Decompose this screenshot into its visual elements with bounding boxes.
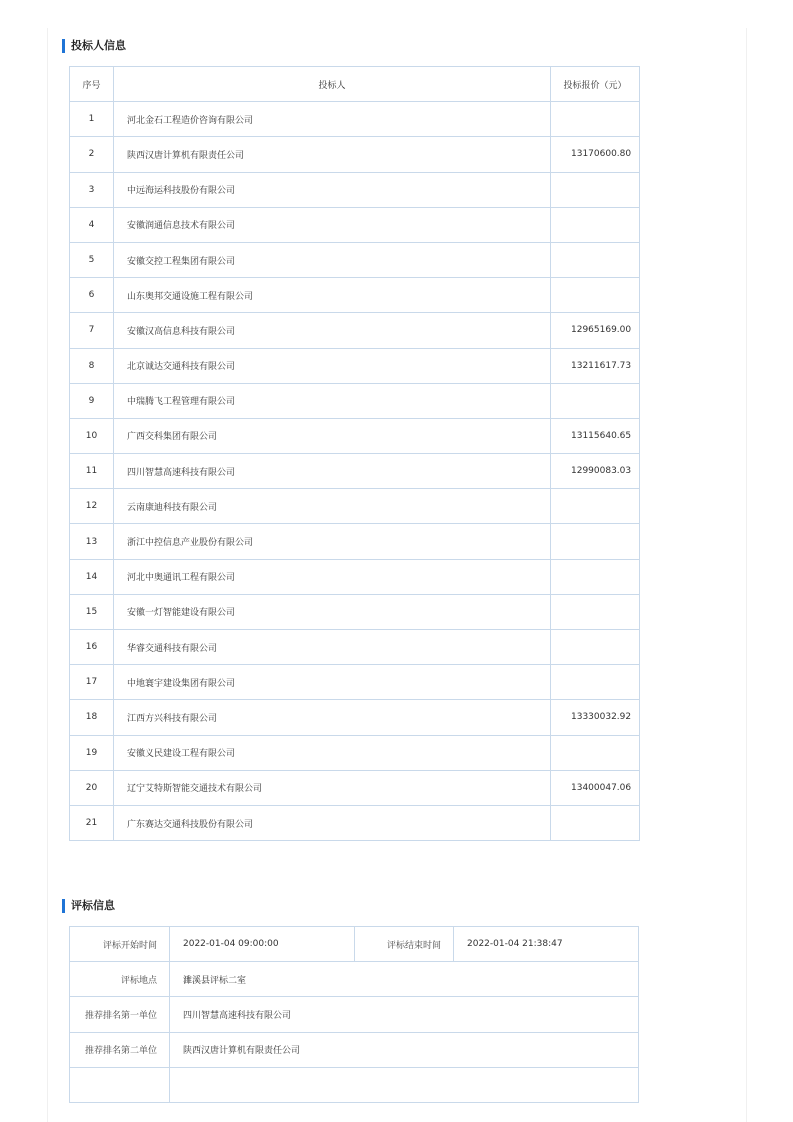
row-bidder-name: 安徽润通信息技术有限公司 [114, 207, 551, 242]
table-row [70, 735, 640, 770]
row-bid-price [551, 805, 640, 840]
row-bidder-name: 浙江中控信息产业股份有限公司 [114, 524, 551, 559]
evaluation-second-row [70, 1032, 639, 1067]
row-index: 21 [70, 805, 114, 840]
row-index: 16 [70, 630, 114, 665]
row-bidder-name: 中远海运科技股份有限公司 [114, 172, 551, 207]
row-bidder-name: 安徽一灯智能建设有限公司 [114, 594, 551, 629]
header-bidder: 投标人 [114, 67, 551, 102]
table-row [70, 559, 640, 594]
second-rank-value: 陕西汉唐计算机有限责任公司 [170, 1032, 639, 1067]
row-bid-price: 12965169.00 [551, 313, 640, 348]
row-index: 1 [70, 102, 114, 137]
end-time-label: 评标结束时间 [355, 927, 454, 962]
evaluation-location-row [70, 962, 639, 997]
row-bidder-name: 河北中奥通讯工程有限公司 [114, 559, 551, 594]
table-row [70, 207, 640, 242]
row-index: 10 [70, 418, 114, 453]
row-bidder-name: 华睿交通科技有限公司 [114, 630, 551, 665]
row-bidder-name: 河北金石工程造价咨询有限公司 [114, 102, 551, 137]
row-bidder-name: 北京诚达交通科技有限公司 [114, 348, 551, 383]
table-row [70, 278, 640, 313]
row-index: 4 [70, 207, 114, 242]
row-bidder-name: 中瑞腾飞工程管理有限公司 [114, 383, 551, 418]
row-index: 17 [70, 665, 114, 700]
row-bid-price [551, 524, 640, 559]
table-row [70, 313, 640, 348]
table-row [70, 489, 640, 524]
table-row [70, 383, 640, 418]
table-row [70, 137, 640, 172]
row-bid-price [551, 594, 640, 629]
table-row [70, 805, 640, 840]
header-index: 序号 [70, 67, 114, 102]
row-bidder-name: 安徽交控工程集团有限公司 [114, 242, 551, 277]
row-bid-price: 13400047.06 [551, 770, 640, 805]
row-bid-price: 13330032.92 [551, 700, 640, 735]
table-row [70, 172, 640, 207]
location-value: 濉溪县评标二室 [170, 962, 639, 997]
row-bidder-name: 安徽汉高信息科技有限公司 [114, 313, 551, 348]
row-bid-price [551, 489, 640, 524]
table-row [70, 630, 640, 665]
end-time-value: 2022-01-04 21:38:47 [454, 927, 639, 962]
row-bidder-name: 安徽义民建设工程有限公司 [114, 735, 551, 770]
start-time-value: 2022-01-04 09:00:00 [170, 927, 355, 962]
first-rank-label: 推荐排名第一单位 [70, 997, 170, 1032]
row-bidder-name: 云南康迪科技有限公司 [114, 489, 551, 524]
header-price: 投标报价（元） [551, 67, 640, 102]
evaluation-third-row [70, 1067, 639, 1102]
row-index: 11 [70, 454, 114, 489]
row-index: 9 [70, 383, 114, 418]
start-time-label: 评标开始时间 [70, 927, 170, 962]
row-index: 14 [70, 559, 114, 594]
row-index: 7 [70, 313, 114, 348]
row-bid-price [551, 665, 640, 700]
evaluation-first-row [70, 997, 639, 1032]
row-index: 3 [70, 172, 114, 207]
second-rank-label: 推荐排名第二单位 [70, 1032, 170, 1067]
table-row [70, 418, 640, 453]
row-index: 12 [70, 489, 114, 524]
row-bid-price [551, 102, 640, 137]
row-bid-price [551, 172, 640, 207]
table-row [70, 242, 640, 277]
row-index: 18 [70, 700, 114, 735]
evaluation-table [69, 926, 639, 1103]
table-row [70, 348, 640, 383]
evaluation-section-title: 评标信息 [62, 899, 115, 913]
table-row [70, 700, 640, 735]
row-bid-price [551, 559, 640, 594]
row-index: 6 [70, 278, 114, 313]
third-rank-label [70, 1067, 170, 1102]
table-row [70, 524, 640, 559]
row-index: 8 [70, 348, 114, 383]
table-row [70, 665, 640, 700]
row-index: 13 [70, 524, 114, 559]
row-bid-price [551, 735, 640, 770]
row-bidder-name: 江西方兴科技有限公司 [114, 700, 551, 735]
row-index: 20 [70, 770, 114, 805]
row-bid-price [551, 630, 640, 665]
row-bid-price: 13170600.80 [551, 137, 640, 172]
row-index: 5 [70, 242, 114, 277]
row-bidder-name: 四川智慧高速科技有限公司 [114, 454, 551, 489]
row-bid-price [551, 278, 640, 313]
row-index: 19 [70, 735, 114, 770]
row-bidder-name: 中地寰宇建设集团有限公司 [114, 665, 551, 700]
table-row [70, 594, 640, 629]
row-index: 2 [70, 137, 114, 172]
table-row [70, 454, 640, 489]
row-bid-price: 12990083.03 [551, 454, 640, 489]
bidders-header-row [70, 67, 640, 102]
row-bid-price: 13211617.73 [551, 348, 640, 383]
row-bidder-name: 陕西汉唐计算机有限责任公司 [114, 137, 551, 172]
row-bidder-name: 广西交科集团有限公司 [114, 418, 551, 453]
row-bid-price [551, 242, 640, 277]
row-bidder-name: 广东赛达交通科技股份有限公司 [114, 805, 551, 840]
row-bidder-name: 辽宁艾特斯智能交通技术有限公司 [114, 770, 551, 805]
table-row [70, 102, 640, 137]
third-rank-value [170, 1067, 639, 1102]
evaluation-time-row [70, 927, 639, 962]
row-index: 15 [70, 594, 114, 629]
location-label: 评标地点 [70, 962, 170, 997]
row-bid-price [551, 207, 640, 242]
first-rank-value: 四川智慧高速科技有限公司 [170, 997, 639, 1032]
bidders-table [69, 66, 640, 841]
row-bid-price: 13115640.65 [551, 418, 640, 453]
bidders-section-title: 投标人信息 [62, 39, 126, 53]
row-bidder-name: 山东奥邦交通设施工程有限公司 [114, 278, 551, 313]
row-bid-price [551, 383, 640, 418]
table-row [70, 770, 640, 805]
